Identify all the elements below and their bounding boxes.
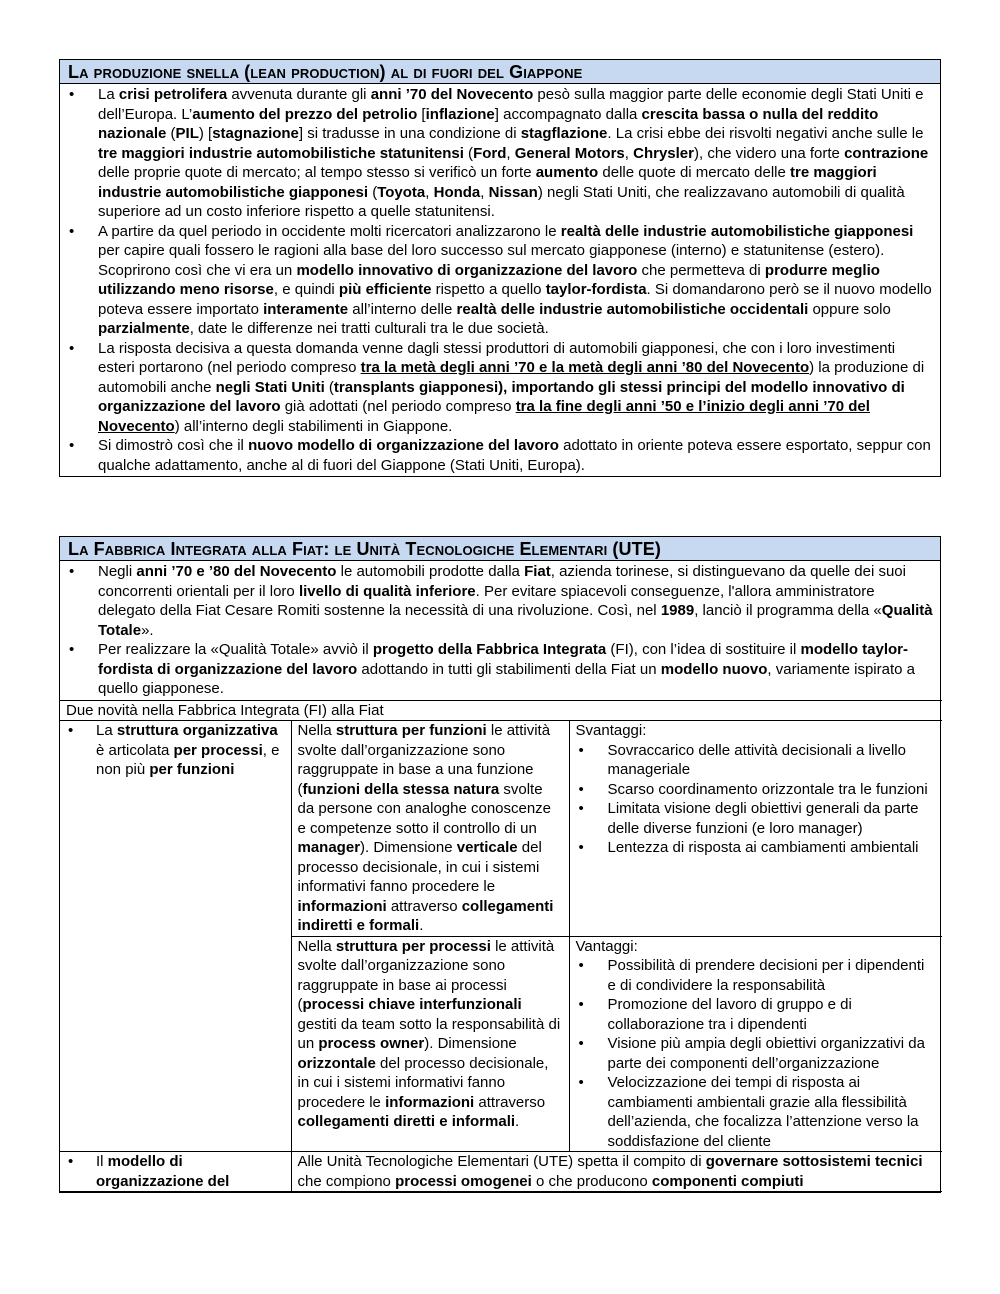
text-run: , lanciò il programma della « [694,602,882,619]
text-run: all’interno delle [348,300,457,318]
text-run: negli Stati Uniti [215,378,325,396]
text-run: delle proprie quote di mercato; al tempo stesso si verificò un forte [98,164,536,181]
comparison-table [60,700,942,1193]
text-run: più efficiente [338,281,432,298]
text-run: le automobili prodotte dalla [336,563,525,580]
text-run: Alle Unità Tecnologiche Elementari (UTE) spetta il compito di [297,1153,706,1170]
list-item: • Limitata visione degli obiettivi generali da parte delle diverse funzioni (e loro manager) [576,799,937,838]
list-item: • Lentezza di risposta ai cambiamenti ambientali [576,838,937,858]
text-run: modello di organizzazione del [96,1153,230,1190]
text-run: tre maggiori industrie automobilistiche giapponesi [98,164,877,201]
text-run: Il [96,1153,108,1170]
table-cell [60,1152,291,1192]
text-run: Nella [297,937,336,955]
text-run: , azienda torinese, si distinguevano da quelle dei suoi concorrenti orientali per il loro [98,563,906,600]
text-run: crisi petrolifera [118,86,228,103]
table-cell [60,721,291,1152]
text-run: , [624,144,634,162]
text-run: inflazione [425,105,495,123]
text-run: Honda [433,183,481,201]
text-run: collegamenti diretti e informali [297,1113,516,1130]
text-run: aumento del prezzo del petrolio [192,105,418,123]
text-run: 1989 [660,602,695,619]
text-run: che compiono [297,1172,396,1190]
text-run: , variamente ispirato a quello giapponese. [98,660,915,697]
list-item: • Sovraccarico delle attività decisionali a livello manageriale [576,741,937,780]
text-run: . Si domandarono però se il nuovo modello poteva essere importato [98,281,932,318]
text-run: ] accompagnato dalla [494,105,642,123]
text-run: per capire quali fossero le ragioni alla base del loro successo sul mercato giapponese (interno) e statunitense (estero). Scoprirono così che vi era un [98,242,885,279]
text-run: svolte da persone con analoghe conoscenze e competenze sotto il controllo di un [297,780,552,837]
text-run: le attività svolte dall’organizzazione sono raggruppate in base ai processi ( [297,937,555,1013]
text-run: Chrysler [633,144,694,162]
text-run: informazioni [297,897,387,915]
list-item [60,339,934,437]
list-item [60,436,934,475]
vantaggi-label: Vantaggi: [575,937,638,955]
text-run: livello di qualità inferiore [298,582,476,600]
text-run: interamente [263,300,349,318]
text-run: , e quindi [273,281,339,298]
text-run: gestiti da team sotto la responsabilità di un [297,1015,561,1052]
bullet-list [60,84,940,476]
text-run: collegamenti indiretti e formali [297,897,554,934]
text-run: parzialmente [98,320,190,337]
text-run: modello nuovo [660,660,768,678]
section-title: La produzione snella (lean production) al di fuori del Giappone [60,60,940,84]
text-run: informazioni [385,1093,475,1111]
text-run: processi chiave interfunzionali [302,996,522,1013]
text-run: stagnazione [212,125,299,142]
text-run: adottando in tutti gli stabilimenti della Fiat un [357,660,661,678]
text-run: General Motors [514,144,625,162]
text-run: ) negli Stati Uniti, che realizzavano automobili di qualità superiore ad un costo inferiore rispetto a quelle statunitensi. [98,183,905,220]
section-title: La Fabbrica Integrata alla Fiat: le Unità Tecnologiche Elementari (UTE) [60,537,940,561]
text-run: transplants giapponesi [333,378,499,396]
text-run: ] si tradusse in una condizione di [298,125,521,142]
text-run: tra la metà degli anni ’70 e la metà degli anni ’80 del Novecento [360,359,810,376]
bullet-list [60,561,940,700]
text-run: ( [324,378,334,396]
text-run: modello taylor-fordista di organizzazione del lavoro [98,641,908,678]
text-run: è articolata [96,741,174,759]
table-subheader: Due novità nella Fabbrica Integrata (FI) alla Fiat [60,700,942,721]
text-run: . [515,1113,520,1130]
text-run: struttura per processi [335,937,491,955]
text-run: La risposta decisiva a questa domanda venne dagli stessi produttori di automobili giapponesi, che con i loro investimenti esteri portarono (nel periodo compreso [98,339,896,376]
text-run: che permetteva di [637,261,765,279]
text-run: ». [141,621,154,639]
text-run: . [419,917,424,934]
text-run: ) [ [198,125,213,142]
text-run: rispetto a quello [431,281,546,298]
text-run: A partire da quel periodo in occidente molti ricercatori analizzarono le [98,222,561,240]
text-run: ( [463,144,474,162]
text-run: verticale [456,839,518,856]
table-cell-funzioni [291,721,569,937]
text-run: ( [166,125,176,142]
text-run: attraverso [474,1093,546,1111]
table-cell-processi [291,936,569,1152]
text-run: componenti compiuti [651,1172,804,1190]
text-run: o che producono [531,1172,652,1190]
text-run: anni ’70 e ’80 del Novecento [136,563,337,580]
list-item [66,721,285,780]
list-item: • Scarso coordinamento orizzontale tra le funzioni [576,780,937,800]
text-run: taylor-fordista [545,281,647,298]
text-run: [ [417,105,426,123]
list-item [66,1152,285,1191]
text-run: stagflazione [520,125,608,142]
text-run: Negli [98,563,137,580]
list-item [60,85,934,222]
text-run: . La crisi ebbe dei risvolti negativi anche sulle le [607,125,924,142]
text-run: Nella [297,722,336,739]
text-run: processi omogenei [395,1172,532,1190]
text-run: contrazione [844,144,929,162]
text-run: . Per evitare spiacevoli conseguenze, l'allora amministratore delegato della Fiat Cesare Romiti sostenne la necessità di una rivoluzione. Così, nel [98,582,875,619]
text-run: nuovo modello di organizzazione del lavoro [248,437,559,454]
text-run: orizzontale [297,1054,376,1072]
text-run: La [96,722,117,739]
text-run: realtà delle industrie automobilistiche giapponesi [560,222,914,240]
section-lean-production [59,59,941,477]
text-run: tra la fine degli anni ’50 e l’inizio degli anni ’70 del Novecento [98,398,870,435]
text-run: per funzioni [149,761,235,778]
list-item: • Possibilità di prendere decisioni per i dipendenti e di condividere la responsabilità [576,956,937,995]
text-run: aumento [535,164,599,181]
svantaggi-list [576,741,937,858]
list-item: • Velocizzazione dei tempi di risposta ai cambiamenti ambientali grazie alla flessibilità dell’azienda, che focalizza l’attenzione verso la soddisfazione del cliente [576,1073,937,1151]
text-run: del processo decisionale, in cui i sistemi informativi fanno procedere le [297,1054,549,1111]
text-run: del processo decisionale, in cui i sistemi informativi fanno procedere le [297,839,542,895]
text-run: Ford [473,144,507,162]
text-run: ), che videro una forte [693,144,845,162]
vantaggi-list [576,956,937,1151]
text-run: modello innovativo di organizzazione del lavoro [296,261,638,279]
list-item [60,222,934,339]
text-run: , [425,183,434,201]
text-run: oppure solo [808,300,891,318]
text-run: , [506,144,515,162]
text-run: realtà delle industrie automobilistiche occidentali [456,300,809,318]
section-fabbrica-integrata [59,536,941,1193]
list-item: • Visione più ampia degli obiettivi organizzativi da parte dei componenti dell’organizzazione [576,1034,937,1073]
text-run: ), importando gli stessi principi del modello innovativo di organizzazione del lavoro [98,378,905,415]
text-run: struttura organizzativa [116,722,278,739]
text-run: pesò sulla maggior parte delle economie degli Stati Uniti e dell’Europa. L’ [98,86,924,123]
text-run: ). Dimensione [360,839,457,856]
text-run: progetto della Fabbrica Integrata [372,641,607,658]
list-item [60,640,934,699]
text-run: tre maggiori industrie automobilistiche statunitensi [98,144,464,162]
text-run: , e non più [96,741,280,778]
list-item: • Promozione del lavoro di gruppo e di collaborazione tra i dipendenti [576,995,937,1034]
text-run: produrre meglio utilizzando meno risorse [98,261,880,298]
text-run: Nissan [488,183,538,201]
text-run: attraverso [386,897,462,915]
text-run: le attività svolte dall’organizzazione sono raggruppate in base a una funzione ( [297,722,551,798]
text-run: anni ’70 del Novecento [370,86,534,103]
text-run: struttura per funzioni [335,722,487,739]
text-run: ( [368,183,378,201]
text-run: ) la produzione di automobili anche [98,359,925,396]
table-cell-svantaggi [569,721,942,937]
text-run: Fiat [524,563,551,580]
text-run: process owner [318,1035,425,1052]
text-run: ). Dimensione [424,1035,517,1052]
table-cell-ute [291,1152,942,1192]
table-cell-vantaggi [569,936,942,1152]
text-run: manager [297,839,361,856]
text-run: Si dimostrò così che il [98,437,249,454]
text-run: per processi [173,741,263,759]
text-run: PIL [175,125,199,142]
text-run: Qualità Totale [98,602,933,639]
text-run: adottato in oriente poteva essere esportato, seppur con qualche adattamento, anche al di fuori del Giappone (Stati Uniti, Europa). [98,437,931,474]
text-run: , [480,183,489,201]
text-run: già adottati (nel periodo compreso [280,398,516,415]
text-run: La [98,86,119,103]
text-run: ) all’interno degli stabilimenti in Giappone. [174,417,453,435]
text-run: funzioni della stessa natura [302,780,500,798]
text-run: Per realizzare la «Qualità Totale» avviò il [98,641,373,658]
text-run: Toyota [377,183,426,201]
text-run: (FI), con l’idea di sostituire il [606,641,801,658]
text-run: governare sottosistemi tecnici [705,1153,923,1170]
list-item [60,562,934,640]
text-run: avvenuta durante gli [227,86,371,103]
text-run: , date le differenze nei tratti culturali tra le due società. [189,320,549,337]
svantaggi-label: Svantaggi: [575,722,647,739]
text-run: delle quote di mercato delle [598,164,791,181]
text-run: crescita bassa o nulla del reddito nazionale [98,105,879,142]
